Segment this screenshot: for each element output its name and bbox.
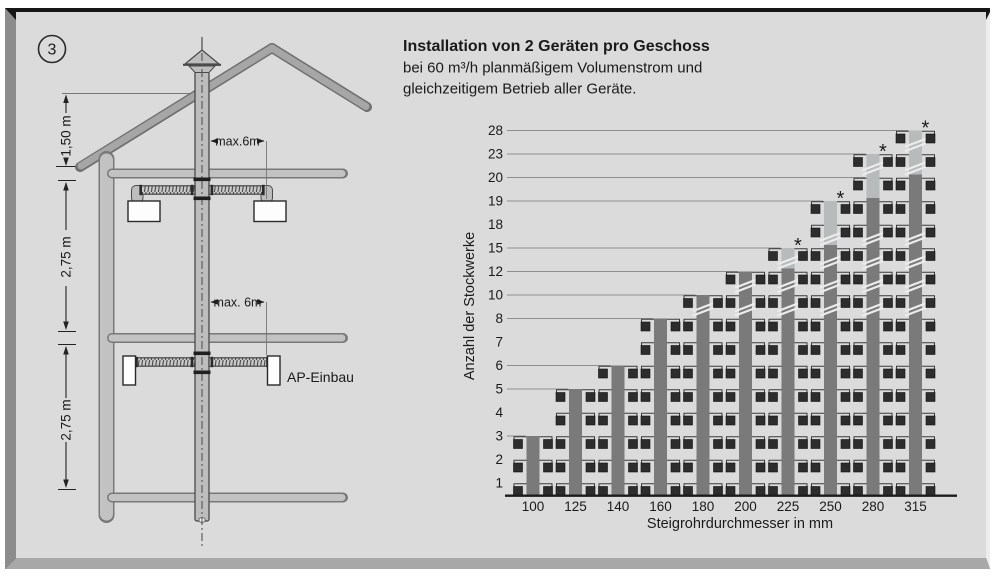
device-marker [756,322,765,331]
device-marker [884,369,893,378]
device-marker [684,299,693,308]
device-marker [769,322,778,331]
device-marker [896,228,905,237]
device-marker [629,463,638,472]
device-marker [896,487,905,496]
device-marker [756,299,765,308]
device-marker [799,393,808,402]
device-marker [841,228,850,237]
device-marker [811,346,820,355]
device-marker [926,369,935,378]
device-marker [854,322,863,331]
device-marker [884,252,893,261]
device-marker [884,346,893,355]
ap-appliance-right [268,356,281,385]
device-marker [769,252,778,261]
device-marker [926,205,935,214]
device-marker [841,346,850,355]
asterisk-315: * [921,117,930,140]
y-tick-8: 8 [495,311,503,326]
device-marker [726,416,735,425]
asterisk-250: * [836,188,845,210]
device-marker [756,440,765,449]
device-marker [641,322,650,331]
device-marker [841,252,850,261]
device-marker [769,440,778,449]
device-marker [896,416,905,425]
device-marker [641,393,650,402]
device-marker [544,463,553,472]
device-marker [841,299,850,308]
device-marker [896,369,905,378]
device-marker [769,346,778,355]
device-marker [671,346,680,355]
device-marker [556,463,565,472]
bar-140 [612,366,625,495]
device-marker [769,275,778,284]
device-marker [629,416,638,425]
device-marker [641,346,650,355]
asterisk-225: * [794,235,802,257]
device-marker [599,416,608,425]
device-marker [586,440,595,449]
device-marker [714,487,723,496]
device-marker [726,393,735,402]
device-marker [769,299,778,308]
x-tick-315: 315 [904,499,927,514]
device-marker [854,393,863,402]
device-marker [811,440,820,449]
device-marker [811,322,820,331]
x-tick-180: 180 [691,499,715,514]
device-marker [769,369,778,378]
device-marker [714,393,723,402]
device-marker [684,463,693,472]
device-marker [599,393,608,402]
panel-bevel-bottom [5,558,990,569]
device-marker [514,487,523,496]
device-marker [799,416,808,425]
device-marker [854,228,863,237]
ap-einbau-label: AP-Einbau [287,369,354,385]
device-marker [684,416,693,425]
device-marker [671,416,680,425]
device-marker [684,346,693,355]
device-marker [756,346,765,355]
bar-280-extended [867,154,880,198]
device-marker [769,463,778,472]
y-tick-5: 5 [495,381,503,397]
device-marker [926,322,935,331]
device-marker [714,369,723,378]
y-tick-18: 18 [487,217,503,232]
figure-subtitle-2: gleichzeitigem Betrieb aller Geräte. [403,80,637,98]
dim-label-upper-floor: 2,75 m [58,236,74,278]
device-marker [896,252,905,261]
device-marker [684,487,693,496]
device-marker [556,416,565,425]
device-marker [811,369,820,378]
device-marker [841,393,850,402]
device-marker [714,322,723,331]
device-marker [854,440,863,449]
appliance-right [254,201,286,222]
device-marker [714,463,723,472]
device-marker [671,487,680,496]
device-marker [841,275,850,284]
x-tick-200: 200 [734,499,757,514]
device-marker [811,487,820,496]
device-marker [599,369,608,378]
device-marker [671,322,680,331]
device-marker [841,487,850,496]
y-tick-23: 23 [487,146,503,162]
x-tick-140: 140 [606,499,630,514]
x-tick-100: 100 [521,499,545,514]
y-tick-3: 3 [495,428,503,444]
device-marker [726,299,735,308]
x-tick-225: 225 [776,499,800,514]
device-marker [556,440,565,449]
device-marker [884,299,893,308]
device-marker [799,275,808,284]
flex-pipe-left [135,358,195,366]
device-marker [544,487,553,496]
device-marker [884,228,893,237]
device-marker [641,440,650,449]
y-tick-12: 12 [487,264,503,279]
device-marker [671,369,680,378]
device-marker [599,487,608,496]
device-marker [629,487,638,496]
y-tick-10: 10 [487,287,503,303]
device-marker [756,416,765,425]
device-marker [726,487,735,496]
panel-bevel-right [986,12,990,569]
device-marker [926,275,935,284]
device-marker [811,463,820,472]
device-marker [926,252,935,261]
device-marker [811,252,820,261]
device-marker [671,463,680,472]
dim-label-roof: 1,50 m [58,115,74,157]
x-tick-160: 160 [649,499,672,514]
device-marker [799,463,808,472]
device-marker [586,487,595,496]
pipe-flange [194,371,211,375]
device-marker [811,228,820,237]
device-marker [586,393,595,402]
device-marker [799,346,808,355]
device-marker [756,463,765,472]
asterisk-280: * [879,141,887,163]
device-marker [811,275,820,284]
device-marker [684,393,693,402]
device-marker [556,487,565,496]
device-marker [884,322,893,331]
device-marker [799,369,808,378]
device-marker [896,158,905,167]
flex-pipe-left [140,186,195,194]
device-marker [854,158,863,167]
device-marker [926,181,935,190]
device-marker [726,322,735,331]
device-marker [671,393,680,402]
device-marker [629,369,638,378]
device-marker [641,487,650,496]
x-tick-250: 250 [819,499,842,514]
device-marker [726,463,735,472]
device-marker [769,487,778,496]
appliance-left [128,201,160,222]
device-marker [811,299,820,308]
device-marker [926,228,935,237]
device-marker [556,393,565,402]
bar-160 [654,319,667,495]
device-marker [896,346,905,355]
device-marker [799,322,808,331]
device-marker [896,463,905,472]
y-axis-title: Anzahl der Stockwerke [462,231,478,381]
device-marker [926,158,935,167]
device-marker [726,440,735,449]
x-axis-title: Steigrohrdurchmesser in mm [646,516,834,532]
device-marker [854,299,863,308]
panel-bevel-left [5,8,16,569]
device-marker [854,205,863,214]
device-marker [811,205,820,214]
device-marker [726,346,735,355]
device-marker [926,299,935,308]
y-tick-7: 7 [495,334,503,350]
device-marker [544,440,553,449]
device-marker [756,487,765,496]
device-marker [854,181,863,190]
device-marker [811,416,820,425]
device-marker [714,299,723,308]
device-marker [811,393,820,402]
device-marker [884,181,893,190]
x-tick-280: 280 [861,499,885,514]
device-marker [884,416,893,425]
device-marker [854,346,863,355]
device-marker [884,393,893,402]
flex-pipe-right [209,358,269,366]
device-marker [896,134,905,143]
pipe-flange [194,352,211,356]
device-marker [599,463,608,472]
device-marker [684,322,693,331]
device-marker [896,299,905,308]
device-marker [769,393,778,402]
device-marker [514,440,523,449]
y-tick-2: 2 [495,452,503,467]
max6m-upper-label: max.6m [215,134,260,149]
device-marker [841,463,850,472]
device-marker [671,440,680,449]
figure-title: Installation von 2 Geräten pro Geschoss [403,38,710,55]
device-marker [854,416,863,425]
device-marker [799,299,808,308]
device-marker [896,440,905,449]
device-marker [841,322,850,331]
device-marker [896,205,905,214]
device-marker [841,416,850,425]
device-marker [896,393,905,402]
device-marker [769,416,778,425]
max6m-lower-label: max. 6m [213,295,262,310]
device-marker [799,487,808,496]
device-marker [586,463,595,472]
flex-pipe-right [209,186,264,194]
device-marker [684,440,693,449]
device-marker [884,440,893,449]
device-marker [926,346,935,355]
y-tick-4: 4 [495,405,503,420]
y-tick-20: 20 [487,170,503,185]
device-marker [884,487,893,496]
bar-125 [569,389,582,495]
device-marker [854,487,863,496]
device-marker [714,440,723,449]
device-marker [714,346,723,355]
device-marker [896,181,905,190]
bar-225 [782,269,795,495]
device-marker [926,463,935,472]
device-marker [854,252,863,261]
bar-180 [697,295,710,495]
bar-100 [527,436,540,495]
device-marker [926,487,935,496]
device-marker [884,205,893,214]
device-marker [926,393,935,402]
device-marker [841,369,850,378]
dim-label-lower-floor: 2,75 m [58,399,74,441]
device-marker [854,369,863,378]
device-marker [714,416,723,425]
x-tick-125: 125 [564,499,587,514]
device-marker [599,440,608,449]
device-marker [854,463,863,472]
y-tick-15: 15 [487,240,503,256]
device-marker [841,440,850,449]
device-marker [926,416,935,425]
device-marker [884,275,893,284]
y-tick-28: 28 [487,123,503,138]
device-marker [896,275,905,284]
device-marker [726,369,735,378]
y-tick-6: 6 [495,358,503,373]
device-marker [926,440,935,449]
figure-subtitle-1: bei 60 m³/h planmäßigem Volumenstrom und [403,59,703,77]
device-marker [514,463,523,472]
device-marker [586,416,595,425]
device-marker [896,322,905,331]
device-marker [629,440,638,449]
pipe-flange [194,197,211,201]
device-marker [854,275,863,284]
bar-315 [909,175,922,495]
device-marker [641,463,650,472]
device-marker [799,440,808,449]
pipe-flange [194,178,211,182]
device-marker [756,393,765,402]
device-marker [641,369,650,378]
device-marker [629,393,638,402]
device-marker [756,275,765,284]
device-marker [684,369,693,378]
ap-appliance-left [123,356,136,385]
device-marker [726,275,735,284]
device-marker [641,416,650,425]
figure-number: 3 [47,41,57,59]
device-marker [756,369,765,378]
device-marker [884,463,893,472]
y-tick-19: 19 [487,193,503,209]
y-tick-1: 1 [495,475,503,491]
